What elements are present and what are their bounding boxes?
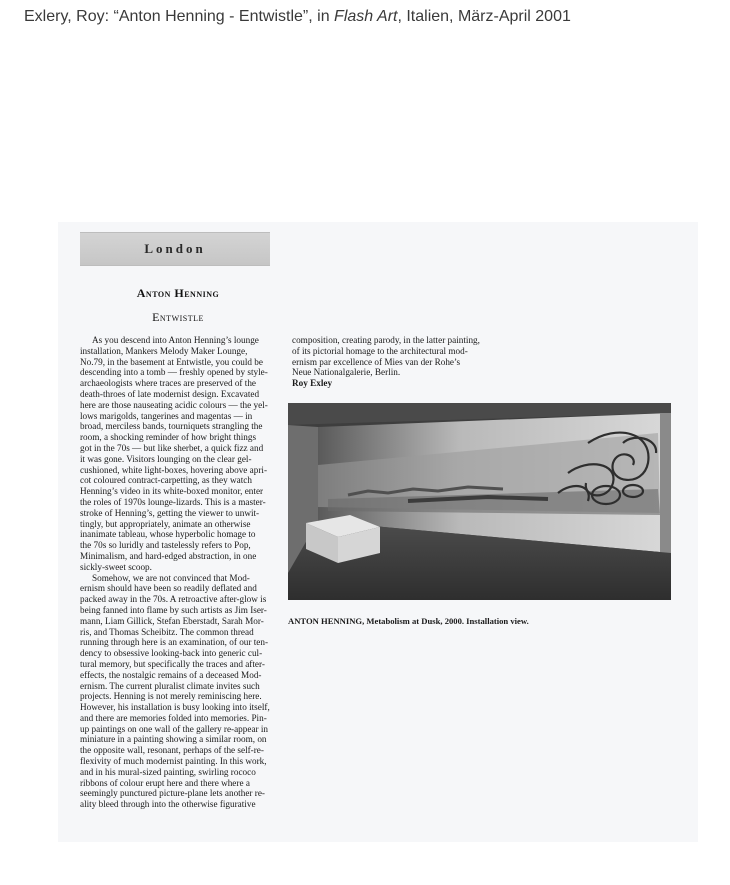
text-line: ernism par excellence of Mies van der Rohe’s xyxy=(292,356,461,367)
text-line: installation, Mankers Melody Maker Lounge, xyxy=(80,345,248,356)
citation-suffix: , Italien, März-April 2001 xyxy=(397,8,571,25)
text-line: of its pictorial homage to the architectural mod- xyxy=(292,345,468,356)
citation-prefix: Exlery, Roy: “Anton Henning - Entwistle”, in xyxy=(24,8,335,25)
text-line: However, his installation is busy looking into itself, xyxy=(80,702,270,713)
text-line: and in his mural-sized painting, swirling rococo xyxy=(80,766,256,777)
text-line: the 70s so luridly and tastelessly refers to Pop, xyxy=(80,540,251,551)
text-line: archaeologists where traces are preserved of the xyxy=(80,378,257,389)
text-line: here are those nauseating acidic colours — the yel- xyxy=(80,399,268,410)
text-line: cot coloured contract-carpetting, as they watch xyxy=(80,475,252,486)
article-title: Anton Henning xyxy=(136,286,220,300)
text-line: ernism should have been so readily deflated and xyxy=(80,583,257,594)
text-line: descending into a tomb — freshly opened by style- xyxy=(80,367,268,378)
text-line: cushioned, white light-boxes, hovering above apri- xyxy=(80,464,268,475)
text-line: tural memory, but specifically the traces and after- xyxy=(80,658,265,669)
text-line: No.79, in the basement at Entwistle, you could be xyxy=(80,356,263,367)
text-line: the roles of 1970s lounge-lizards. This is a master- xyxy=(80,496,266,507)
text-line: and there are memories folded into memories. Pin- xyxy=(80,712,267,723)
photo-caption: ANTON HENNING, Metabolism at Dusk, 2000. Installation view. xyxy=(288,616,529,626)
text-line: ris, and Thomas Scheibitz. The common thread xyxy=(80,626,254,637)
text-line: packed away in the 70s. A retroactive after-glow is xyxy=(80,594,267,605)
text-line: Somehow, we are not convinced that Mod- xyxy=(92,572,250,583)
text-line: up paintings on one wall of the gallery re-appear in xyxy=(80,723,269,734)
installation-photo xyxy=(288,403,671,600)
text-line: Henning’s video in its white-boxed monitor, enter xyxy=(80,486,264,497)
text-line: dency to obsessive looking-back into generic cul- xyxy=(80,648,263,659)
text-line: it was gone. Visitors lounging on the clear gel- xyxy=(80,453,252,464)
text-line: sickly-sweet scoop. xyxy=(80,561,152,572)
text-line: As you descend into Anton Henning’s lounge xyxy=(92,335,259,345)
text-line: broad, merciless bands, tourniquets strangling the xyxy=(80,421,263,432)
text-line: death-throes of late modernist design. Excavated xyxy=(80,388,260,399)
text-line: room, a shocking reminder of how bright things xyxy=(80,432,257,443)
text-line: Minimalism, and hard-edged abstraction, in one xyxy=(80,550,257,561)
section-label: London xyxy=(144,241,206,256)
article-column-2 xyxy=(292,335,492,389)
text-line: inanimate tableau, whose hyperbolic homage to xyxy=(80,529,256,540)
citation-magazine: Flash Art xyxy=(334,8,398,25)
article-subtitle: Entwistle xyxy=(152,310,204,324)
text-line: projects. Henning is not merely reminiscing here. xyxy=(80,691,262,702)
text-line: ernism. The current pluralist climate invites such xyxy=(80,680,260,691)
text-line: being fanned into flame by such artists as Jim Iser- xyxy=(80,604,267,615)
citation-line xyxy=(24,8,571,26)
text-line: ribbons of colour erupt here and there where a xyxy=(80,777,250,788)
text-line: flexivity of much modernist painting. In this work, xyxy=(80,756,267,767)
text-line: stroke of Henning’s, getting the viewer to unwit- xyxy=(80,507,260,518)
article-scan xyxy=(58,222,698,842)
article-column-1 xyxy=(80,335,276,810)
text-line: mann, Liam Gillick, Stefan Eberstadt, Sarah Mor- xyxy=(80,615,264,626)
text-line: ality bleed through into the otherwise figurative xyxy=(80,799,256,810)
text-line: the opposite wall, resonant, perhaps of the self-re- xyxy=(80,745,264,756)
text-line: tingly, but appropriately, animate an otherwise xyxy=(80,518,251,529)
text-line: effects, the nostalgic remains of a deceased Mod- xyxy=(80,669,262,680)
text-line: lows marigolds, tangerines and magentas — in xyxy=(80,410,253,421)
article-byline: Roy Exley xyxy=(292,378,333,389)
text-line: running through here is an examination, of our ten- xyxy=(80,637,269,648)
text-line: composition, creating parody, in the latter painting, xyxy=(292,335,480,345)
text-line: Neue Nationalgalerie, Berlin. xyxy=(292,367,401,378)
installation-photo-image xyxy=(288,403,671,600)
text-line: seemingly punctured picture-plane lets another re- xyxy=(80,788,265,799)
text-line: miniature in a painting showing a similar room, on xyxy=(80,734,267,745)
text-line: got in the 70s — but like sherbet, a quick fizz and xyxy=(80,442,264,453)
section-banner xyxy=(80,232,270,266)
